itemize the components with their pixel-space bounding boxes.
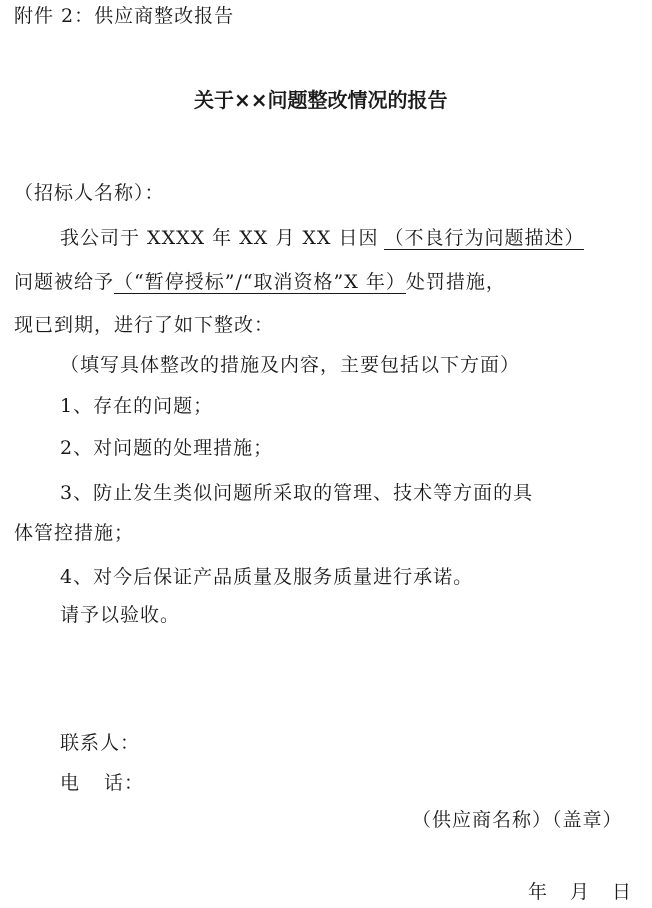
attachment-heading: 附件 2：供应商整改报告 [14,5,235,27]
paragraph-text: 我公司于 XXXX 年 XX 月 XX 日因 [60,227,379,249]
instruction-note: （填写具体整改的措施及内容，主要包括以下方面） [60,354,521,376]
closing-text: 请予以验收。 [60,604,181,626]
paragraph-line-2 [14,270,506,294]
list-item-1: 1、存在的问题； [60,395,214,417]
list-item-4: 4、对今后保证产品质量及服务质量进行承诺。 [60,566,474,588]
paragraph-line-1 [60,226,584,250]
phone-label [60,771,144,795]
paragraph-line-3: 现已到期，进行了如下整改： [14,314,275,336]
report-title: 关于××问题整改情况的报告 [194,88,448,112]
list-item-3-line-1: 3、防止发生类似问题所采取的管理、技术等方面的具 [60,482,534,504]
paragraph-text: 问题被给予 [14,271,115,293]
phone-label-part-1: 电 [60,772,81,794]
addressee: （招标人名称）： [14,182,165,204]
list-item-2: 2、对问题的处理措施； [60,437,274,459]
date-month: 月 [569,881,590,903]
contact-label: 联系人： [60,732,141,754]
phone-label-part-2: 话： [103,772,144,794]
date-day: 日 [611,881,632,903]
paragraph-text: 处罚措施， [405,271,506,293]
underlined-fill-in: （“暂停授标”/“取消资格”X 年） [114,271,406,293]
underlined-fill-in: （不良行为问题描述） [384,227,585,249]
date-year: 年 [528,881,549,903]
list-item-3-line-2: 体管控措施； [14,522,135,544]
supplier-stamp-line: （供应商名称）（盖章） [412,809,623,831]
date-line [528,880,632,904]
